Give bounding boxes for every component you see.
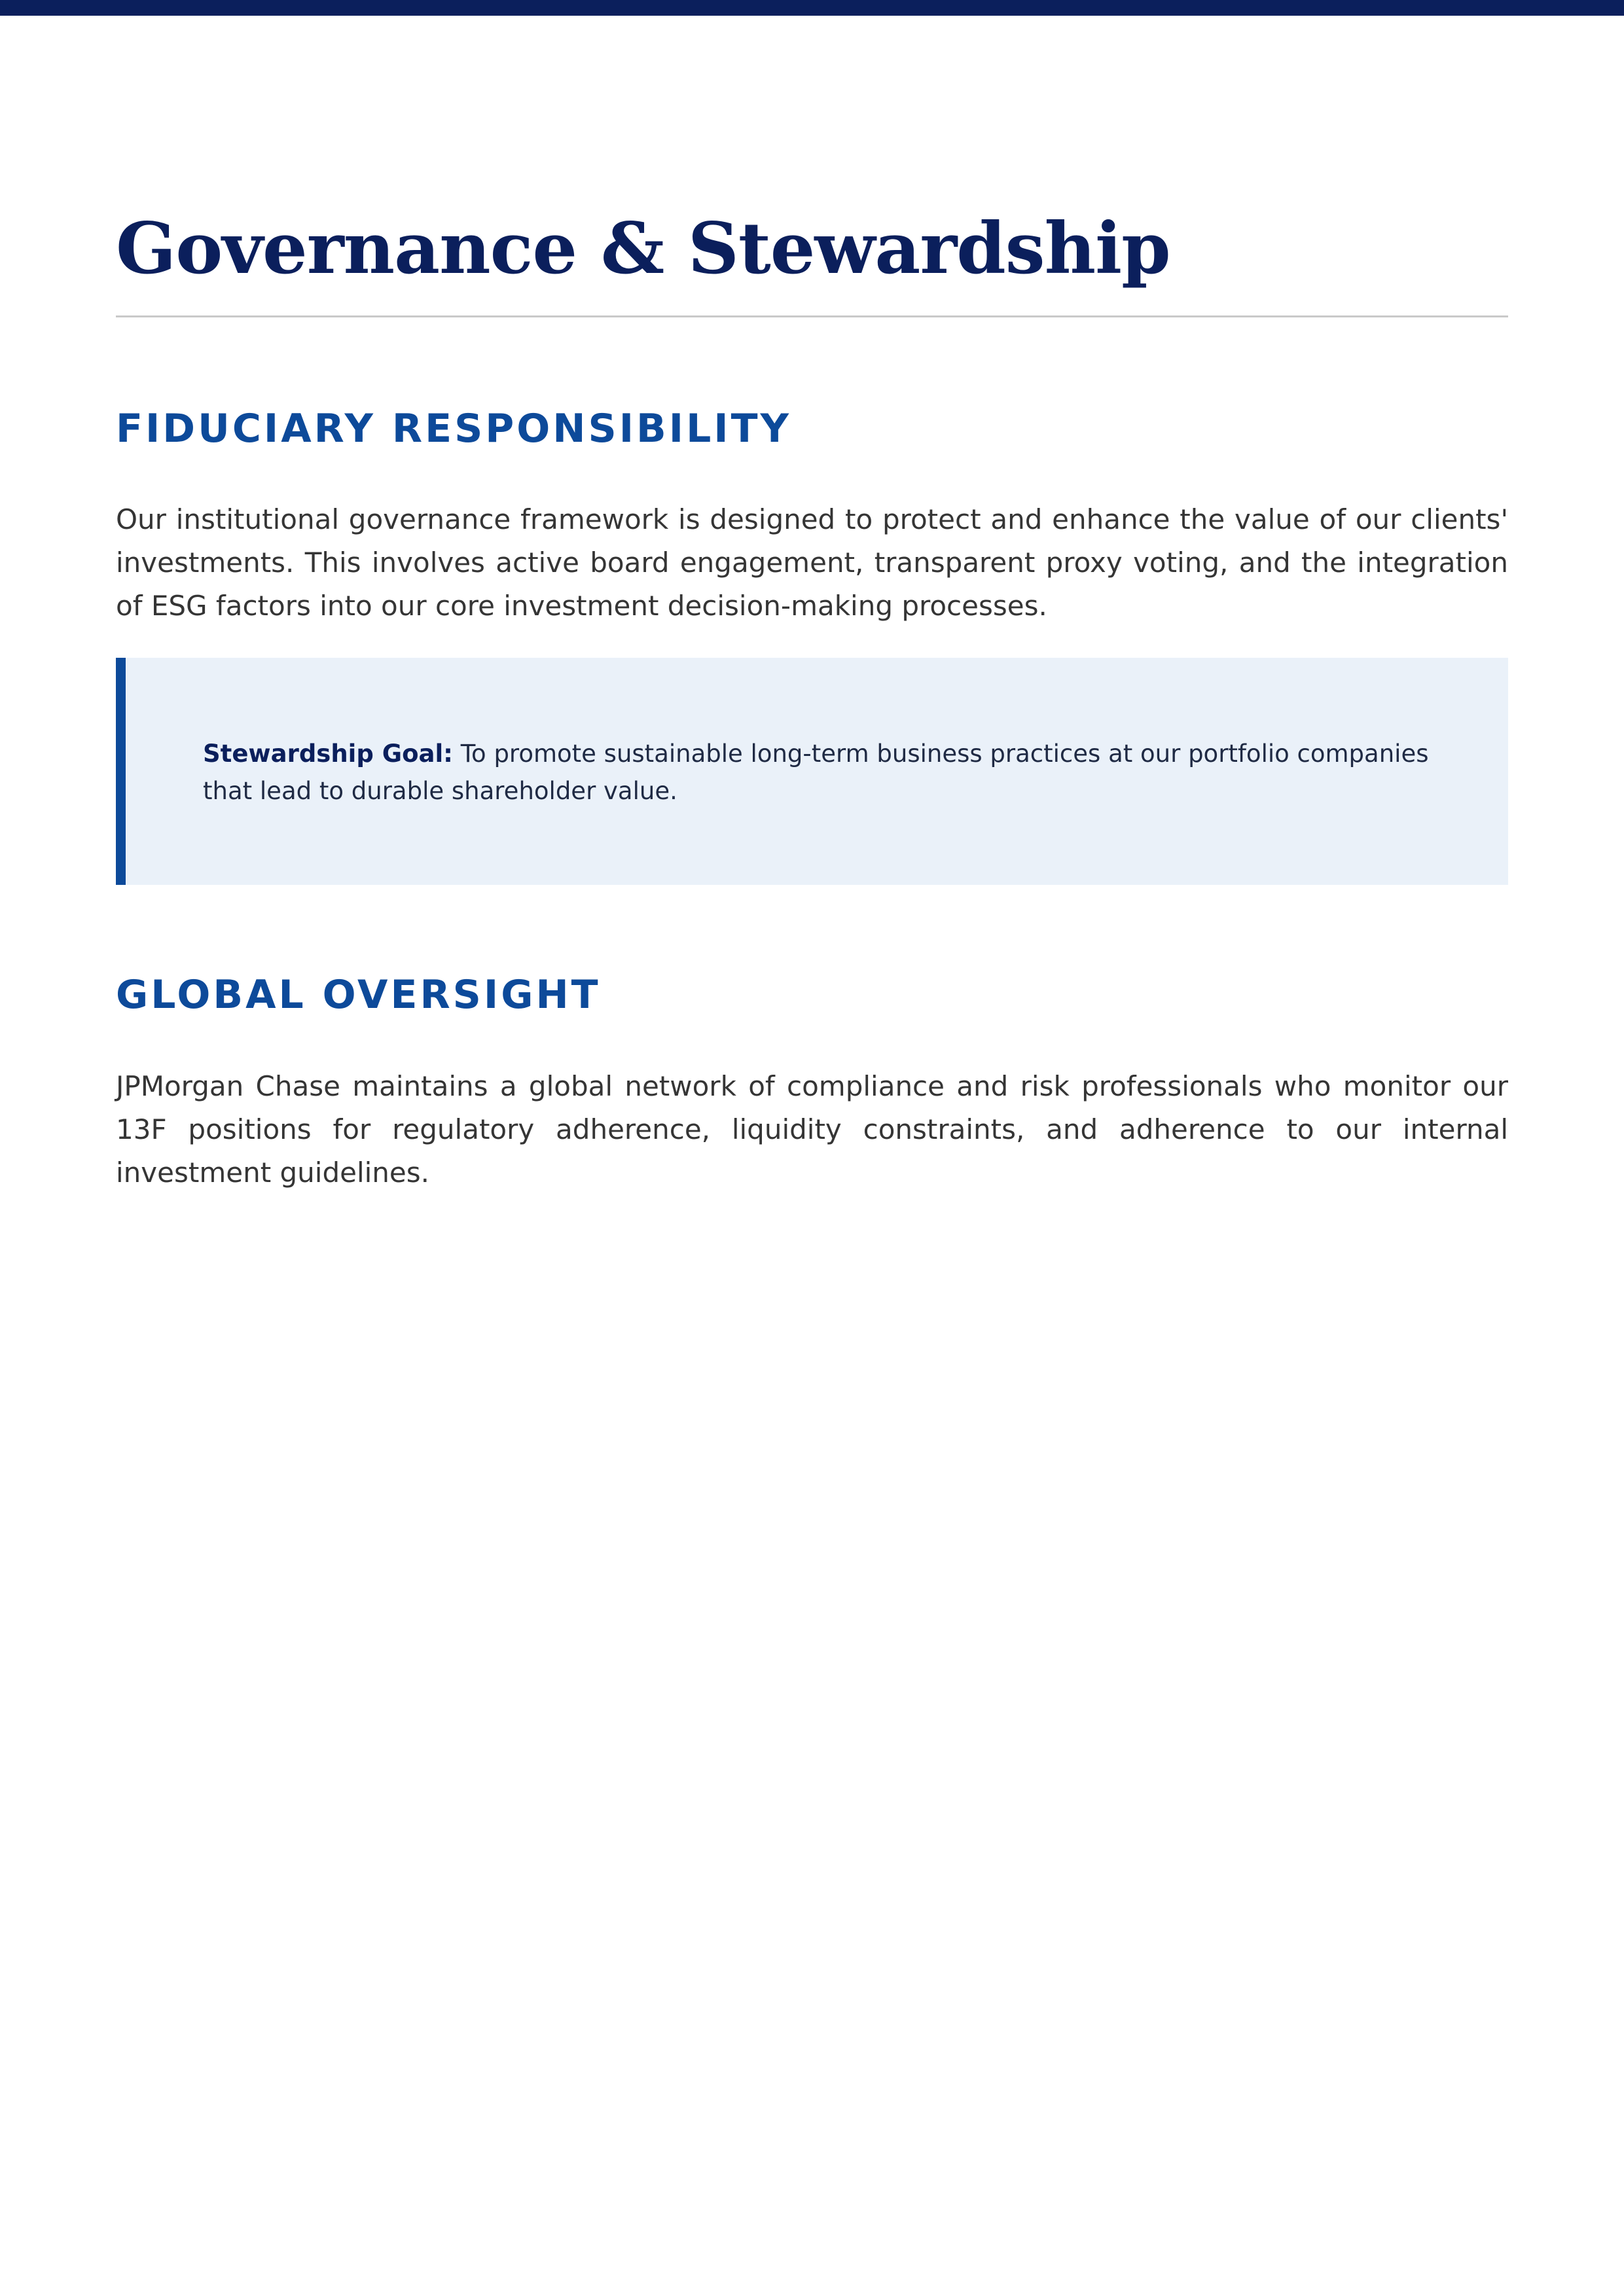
- section-heading-global-oversight: GLOBAL OVERSIGHT: [116, 972, 601, 1018]
- section-heading-fiduciary-responsibility: FIDUCIARY RESPONSIBILITY: [116, 406, 792, 452]
- callout-body: To promote sustainable long-term business practices at our portfolio companies that lead to durable shareholder value.: [203, 740, 1429, 805]
- callout-text: [203, 735, 1447, 810]
- stewardship-goal-callout: [116, 658, 1508, 885]
- global-oversight-paragraph: JPMorgan Chase maintains a global network of compliance and risk professionals who monitor our 13F positions for regulatory adherence, liquidity constraints, and adherence to our internal investment guidelines.: [116, 1070, 1508, 1189]
- title-divider: [116, 315, 1508, 317]
- callout-label: Stewardship Goal:: [203, 740, 453, 768]
- top-accent-band: [0, 0, 1624, 16]
- governance-framework-paragraph: Our institutional governance framework is designed to protect and enhance the value of our clients' investments. This involves active board engagement, transparent proxy voting, and the integration of ESG factors into our core investment decision-making processes.: [116, 503, 1508, 622]
- page-title: Governance & Stewardship: [116, 207, 1170, 290]
